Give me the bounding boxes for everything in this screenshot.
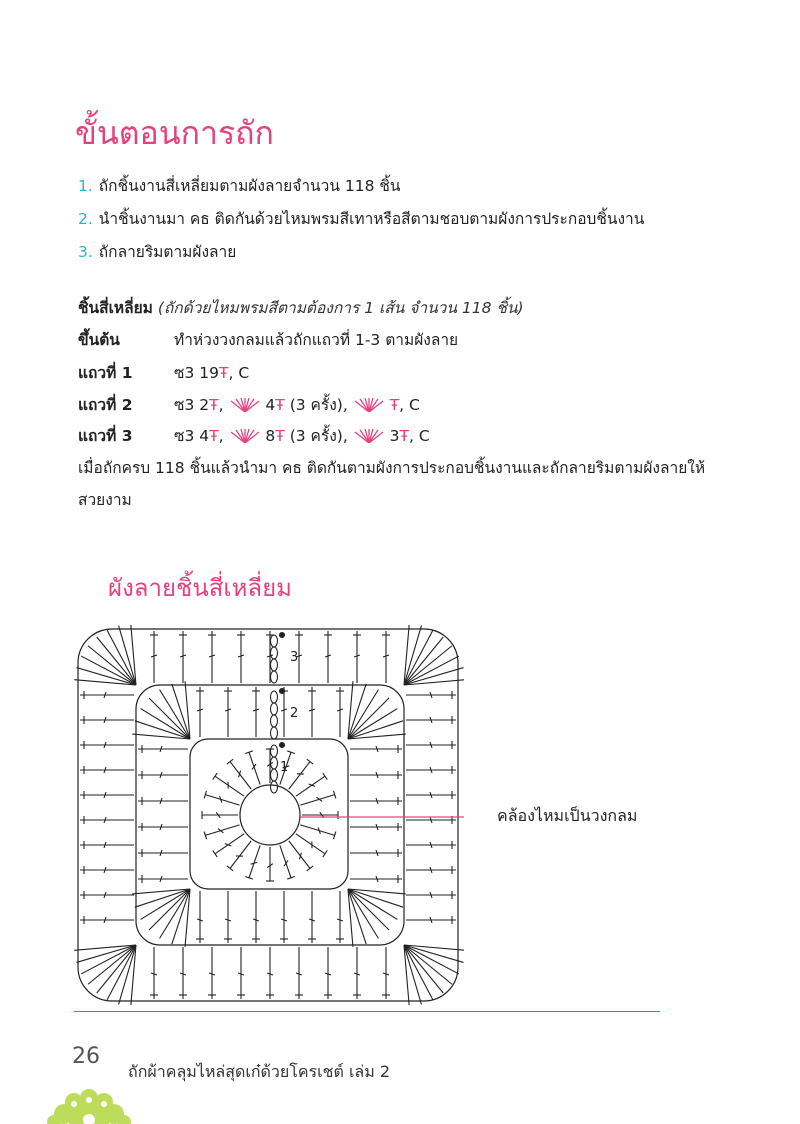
row-number-3: 3 [290, 650, 299, 665]
dc-stitch-icon: Ŧ [219, 364, 229, 382]
dc-stitch-icon: Ŧ [389, 396, 400, 414]
row-2: แถวที่ 2 ซ3 2Ŧ, 4Ŧ (3 ครั้ง), Ŧ, C [78, 396, 420, 414]
start-row: ขึ้นต้น ทำห่วงวงกลมแล้วถักแถวที่ 1-3 ตามผังลาย [78, 331, 459, 349]
crochet-chart [74, 625, 464, 1005]
ring-callout: คล้องไหมเป็นวงกลม [497, 806, 638, 825]
row-1: แถวที่ 1 ซ3 19Ŧ, C [78, 364, 250, 382]
diagram-title: ผังลายชิ้นสี่เหลี่ยม [108, 574, 292, 602]
row-number-1: 1 [280, 760, 289, 775]
dc-stitch-icon: Ŧ [209, 396, 219, 414]
pattern-note: (ถักด้วยไหมพรมสีตามต้องการ 1 เส้น จำนวน 118 ชิ้น) [157, 299, 524, 317]
steps-list [78, 172, 644, 271]
dc-stitch-icon: Ŧ [399, 427, 409, 445]
fan-stitch-icon [229, 398, 261, 412]
book-title: ถักผ้าคลุมไหล่สุดเก๋ด้วยโครเชต์ เล่ม 2 [128, 1062, 391, 1081]
row-number-2: 2 [290, 706, 299, 721]
instructions-paragraph: เมื่อถักครบ 118 ชิ้นแล้วนำมา คธ ติดกันตามผังการประกอบชิ้นงานและถักลายริมตามผังลายให้สวยงาม [78, 459, 706, 509]
magic-ring [240, 785, 300, 845]
dc-stitch-icon: Ŧ [275, 427, 285, 445]
page-number: 26 [72, 1044, 100, 1069]
dc-stitch-icon: Ŧ [209, 427, 219, 445]
fan-stitch-icon [353, 429, 385, 443]
fan-stitch-icon [353, 398, 385, 412]
dc-stitch-icon: Ŧ [275, 396, 285, 414]
fan-stitch-icon [229, 429, 261, 443]
step-item: 3. ถักลายริมตามผังลาย [78, 243, 237, 261]
row-3: แถวที่ 3 ซ3 4Ŧ, 8Ŧ (3 ครั้ง), 3Ŧ, C [78, 427, 430, 445]
footer-rule [74, 1011, 660, 1012]
step-item: 2. นำชิ้นงานมา คธ ติดกันด้วยไหมพรมสีเทาหรือสีตามชอบตามผังการประกอบชิ้นงาน [78, 210, 645, 228]
page-title: ขั้นตอนการถัก [75, 114, 274, 152]
round-2-outline [136, 685, 404, 945]
doily-decoration-icon [44, 1076, 134, 1124]
pattern-heading: ชิ้นสี่เหลี่ยม (ถักด้วยไหมพรมสีตามต้องการ 1 เส้น จำนวน 118 ชิ้น) [78, 299, 524, 317]
step-item: 1. ถักชิ้นงานสี่เหลี่ยมตามผังลายจำนวน 118 ชิ้น [78, 177, 401, 195]
